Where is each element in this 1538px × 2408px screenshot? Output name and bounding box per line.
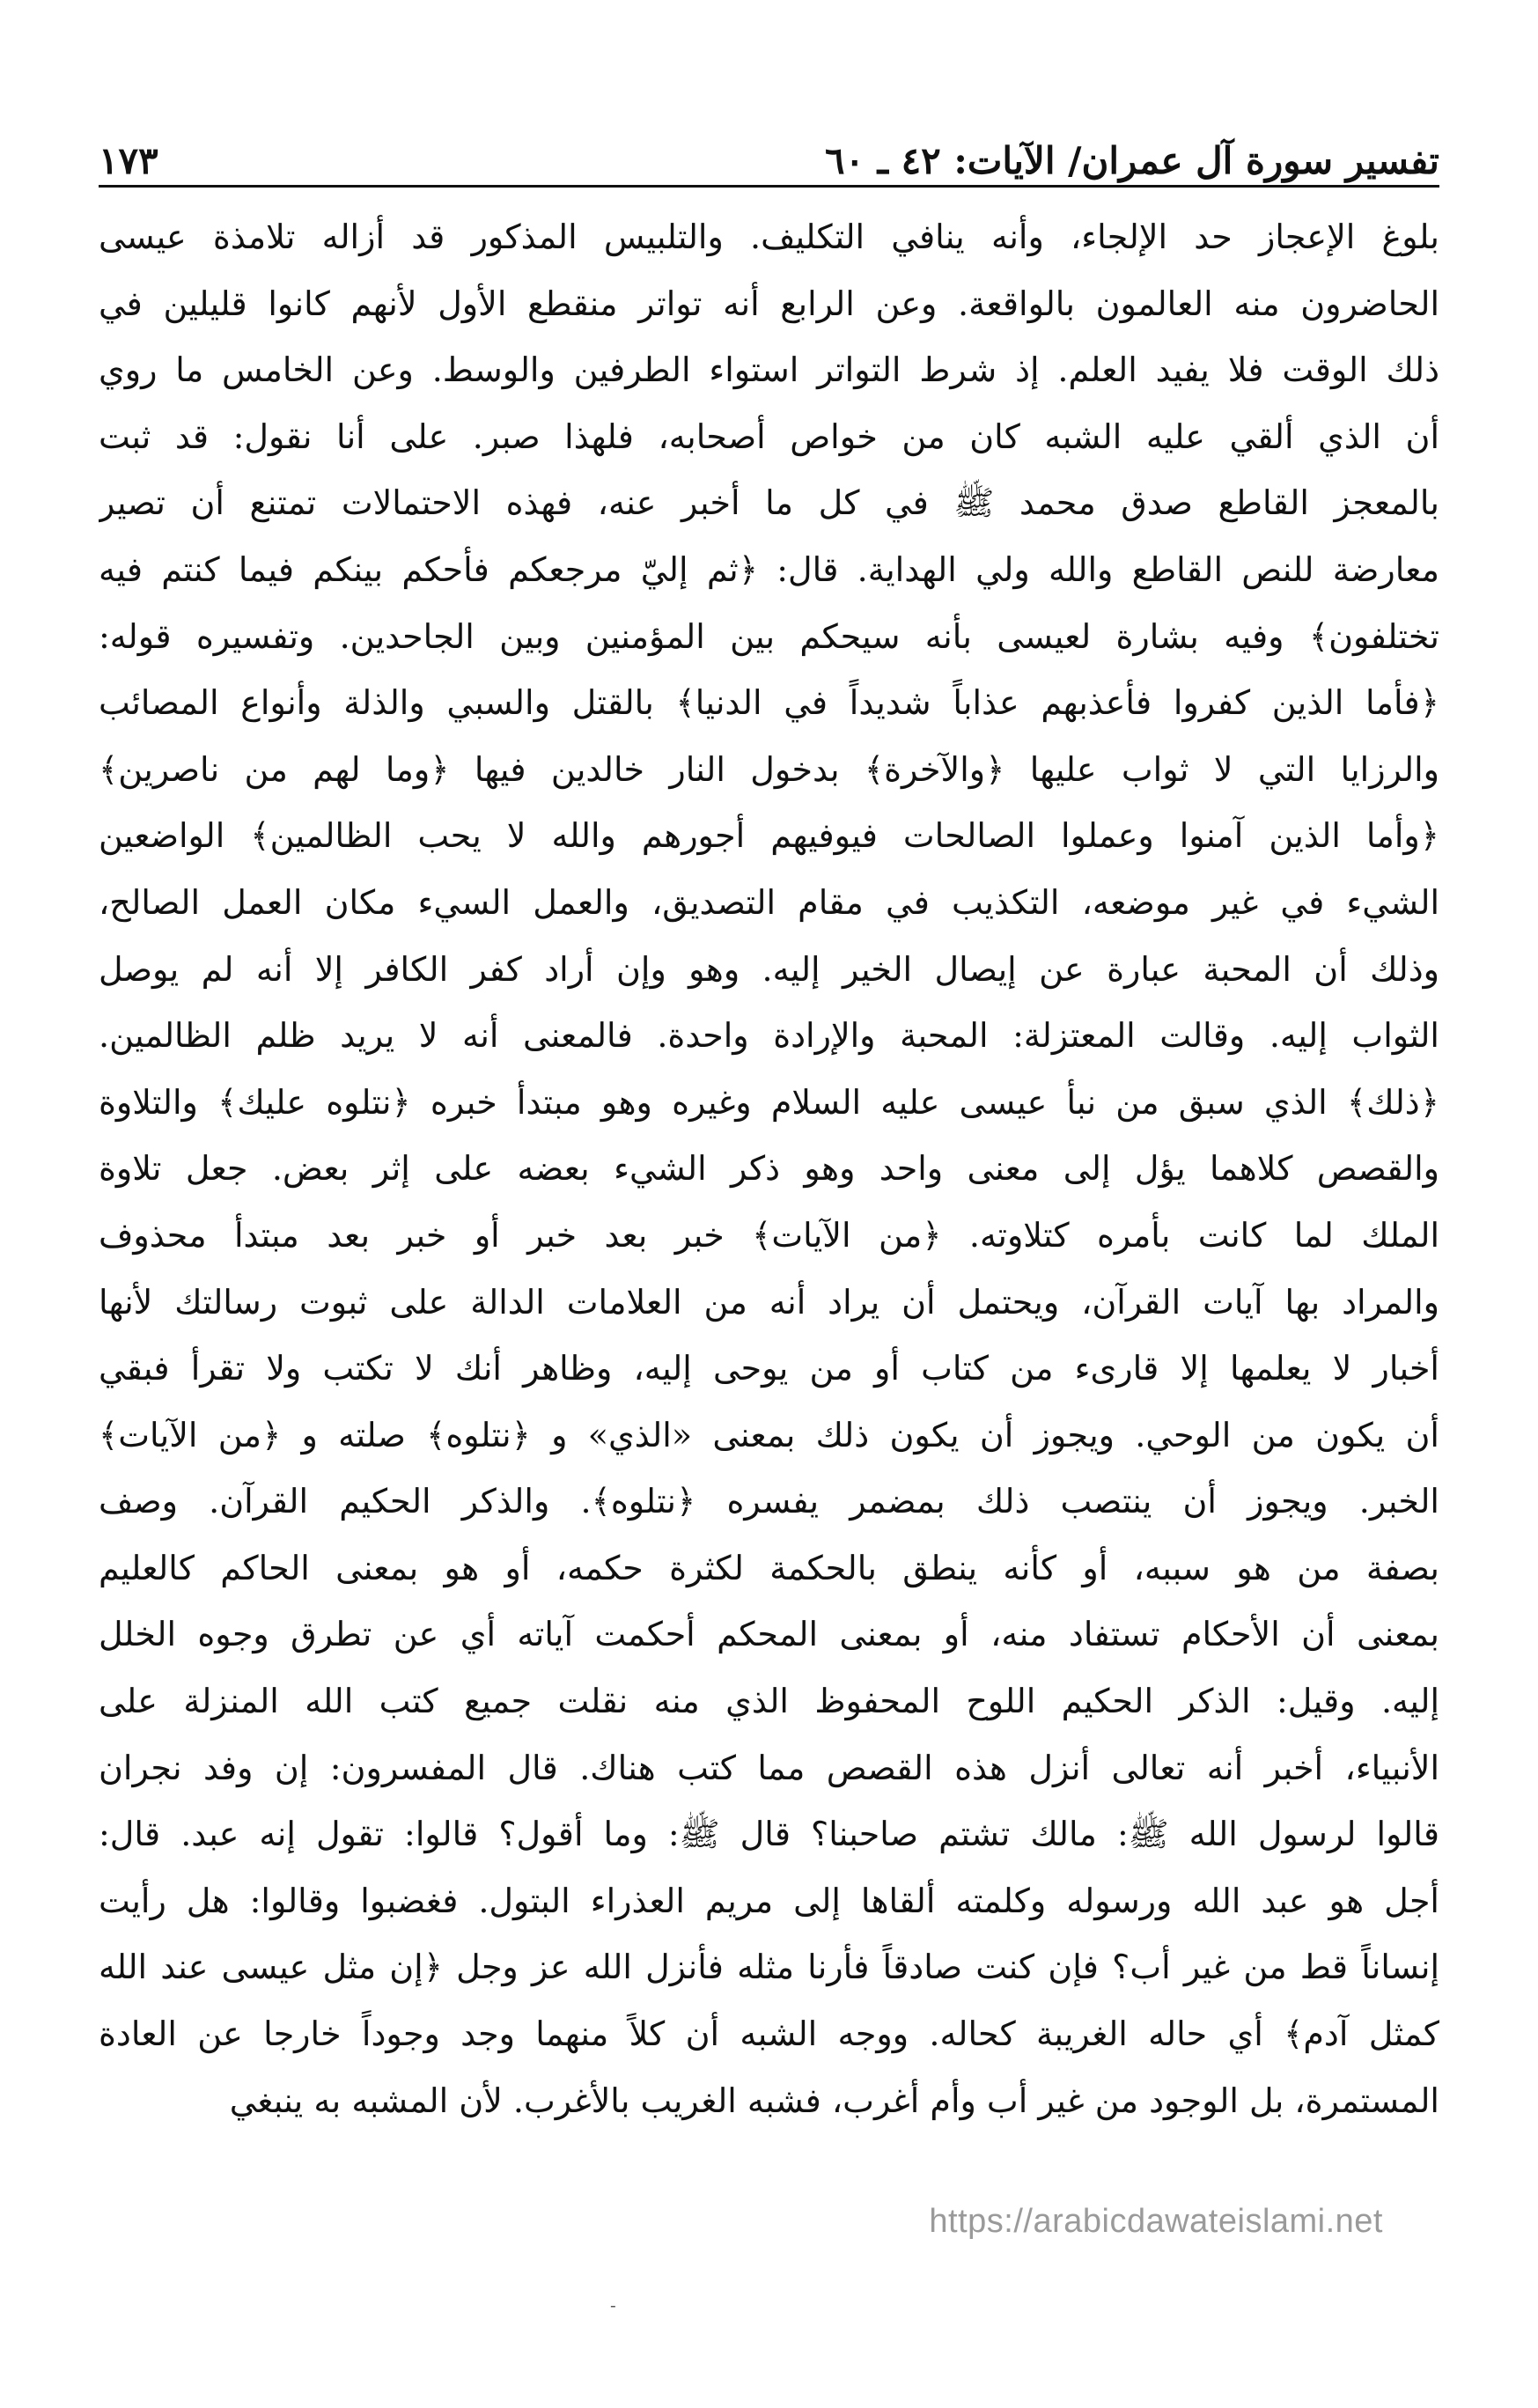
text-line: ﴿ذلك﴾ الذي سبق من نبأ عيسى عليه السلام وغيره وهو مبتدأ خبره ﴿نتلوه عليك﴾ والتلاوة <box>99 1082 1439 1122</box>
text-line: إنساناً قط من غير أب؟ فإن كنت صادقاً فأرنا مثله فأنزل الله عز وجل ﴿إن مثل عيسى عند الله <box>99 1948 1439 1987</box>
text-line: إليه. وقيل: الذكر الحكيم اللوح المحفوظ الذي منه نقلت جميع كتب الله المنزلة على <box>99 1682 1439 1721</box>
text-line: تختلفون﴾ وفيه بشارة لعيسى بأنه سيحكم بين المؤمنين وبين الجاحدين. وتفسيره قوله: <box>99 616 1439 656</box>
text-line: أخبار لا يعلمها إلا قارىء من كتاب أو من يوحى إليه، وظاهر أنك لا تكتب ولا تقرأ فبقي <box>99 1349 1439 1388</box>
text-line: معارضة للنص القاطع والله ولي الهداية. قال: ﴿ثم إليّ مرجعكم فأحكم بينكم فيما كنتم فيه <box>99 549 1439 589</box>
text-line: وذلك أن المحبة عبارة عن إيصال الخير إليه. وهو وإن أراد كفر الكافر إلا أنه لم يوصل <box>99 949 1439 989</box>
text-line: بمعنى أن الأحكام تستفاد منه، أو بمعنى المحكم أحكمت آياته أي عن تطرق وجوه الخلل <box>99 1615 1439 1654</box>
text-line: الثواب إليه. وقالت المعتزلة: المحبة والإرادة واحدة. فالمعنى أنه لا يريد ظلم الظالمين. <box>99 1016 1439 1056</box>
text-line: كمثل آدم﴾ أي حاله الغريبة كحاله. ووجه الشبه أن كلاً منهما وجد وجوداً خارجا عن العادة <box>99 2014 1439 2054</box>
running-title: تفسير سورة آل عمران/ الآيات: ٤٢ ـ ٦٠ <box>824 139 1439 182</box>
text-line: بالمعجز القاطع صدق محمد ﷺ في كل ما أخبر عنه، فهذه الاحتمالات تمتنع أن تصير <box>99 483 1439 523</box>
text-line: أجل هو عبد الله ورسوله وكلمته ألقاها إلى مريم العذراء البتول. فغضبوا وقالوا: هل رأيت <box>99 1881 1439 1920</box>
text-line: ﴿فأما الذين كفروا فأعذبهم عذاباً شديداً في الدنيا﴾ بالقتل والسبي والذلة وأنواع المصائب <box>99 683 1439 723</box>
footer-mark: - <box>610 2294 616 2316</box>
text-line: الشيء في غير موضعه، التكذيب في مقام التصديق، والعمل السيء مكان العمل الصالح، <box>99 882 1439 922</box>
text-line: والقصص كلاهما يؤل إلى معنى واحد وهو ذكر الشيء بعضه على إثر بعض. جعل تلاوة <box>99 1149 1439 1189</box>
page-header <box>99 132 1439 188</box>
text-line: بلوغ الإعجاز حد الإلجاء، وأنه ينافي التكليف. والتلبيس المذكور قد أزاله تلامذة عيسى <box>99 217 1439 256</box>
text-line: والمراد بها آيات القرآن، ويحتمل أن يراد أنه من العلامات الدالة على ثبوت رسالتك لأنها <box>99 1282 1439 1322</box>
text-line: والرزايا التي لا ثواب عليها ﴿والآخرة﴾ بدخول النار خالدين فيها ﴿وما لهم من ناصرين﴾ <box>99 749 1439 789</box>
text-line: قالوا لرسول الله ﷺ: مالك تشتم صاحبنا؟ قال ﷺ: وما أقول؟ قالوا: تقول إنه عبد. قال: <box>99 1815 1439 1854</box>
text-line: أن يكون من الوحي. ويجوز أن يكون ذلك بمعنى «الذي» و ﴿نتلوه﴾ صلته و ﴿من الآيات﴾ <box>99 1415 1439 1454</box>
text-line: المستمرة، بل الوجود من غير أب وأم أغرب، فشبه الغريب بالأغرب. لأن المشبه به ينبغي <box>229 2080 1439 2120</box>
text-line: ﴿وأما الذين آمنوا وعملوا الصالحات فيوفيهم أجورهم والله لا يحب الظالمين﴾ الواضعين <box>99 816 1439 856</box>
text-line: الحاضرون منه العالمون بالواقعة. وعن الرابع أنه تواتر منقطع الأول لأنهم كانوا قليلين في <box>99 284 1439 323</box>
page-number: ١٧٣ <box>99 139 158 182</box>
text-line: أن الذي ألقي عليه الشبه كان من خواص أصحابه، فلهذا صبر. على أنا نقول: قد ثبت <box>99 416 1439 456</box>
body-text <box>99 204 1439 2134</box>
text-line: الخبر. ويجوز أن ينتصب ذلك بمضمر يفسره ﴿نتلوه﴾. والذكر الحكيم القرآن. وصف <box>99 1482 1439 1521</box>
text-line: ذلك الوقت فلا يفيد العلم. إذ شرط التواتر استواء الطرفين والوسط. وعن الخامس ما روي <box>99 350 1439 390</box>
watermark-url: https://arabicdawateislami.net <box>929 2203 1383 2240</box>
text-line: بصفة من هو سببه، أو كأنه ينطق بالحكمة لكثرة حكمه، أو هو بمعنى الحاكم كالعليم <box>99 1548 1439 1587</box>
text-line: الأنبياء، أخبر أنه تعالى أنزل هذه القصص مما كتب هناك. قال المفسرون: إن وفد نجران <box>99 1748 1439 1787</box>
text-line: الملك لما كانت بأمره كتلاوته. ﴿من الآيات﴾ خبر بعد خبر أو خبر بعد مبتدأ محذوف <box>99 1215 1439 1255</box>
